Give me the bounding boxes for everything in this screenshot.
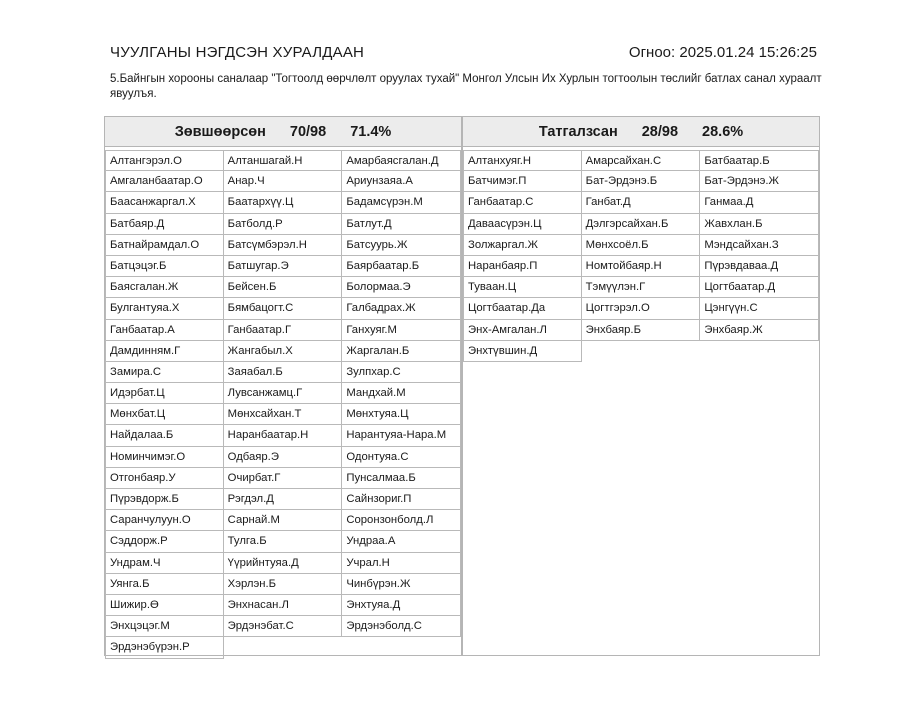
yes-member-name: Рэгдэл.Д xyxy=(224,489,343,510)
no-member-name: Энхбаяр.Ж xyxy=(700,320,819,341)
yes-member-name: Зулпхар.С xyxy=(342,362,461,383)
yes-member-name: Батбаяр.Д xyxy=(105,214,224,235)
yes-member-name: Баасанжаргал.Х xyxy=(105,192,224,213)
session-date: Огноо: 2025.01.24 15:26:25 xyxy=(628,44,817,61)
yes-member-name: Ундраа.А xyxy=(342,531,461,552)
yes-member-name: Амгаланбаатар.О xyxy=(105,171,224,192)
no-member-name: Бат-Эрдэнэ.Ж xyxy=(700,171,819,192)
yes-member-name: Болормаа.Э xyxy=(342,277,461,298)
yes-member-name: Энхцэцэг.М xyxy=(105,616,224,637)
yes-member-name: Мандхай.М xyxy=(342,383,461,404)
yes-percent: 71.4% xyxy=(350,123,392,140)
yes-member-name: Энхтуяа.Д xyxy=(342,595,461,616)
yes-member-name: Жангабыл.Х xyxy=(224,341,343,362)
no-member-name: Пүрэвдаваа.Д xyxy=(700,256,819,277)
yes-member-name: Чинбүрэн.Ж xyxy=(342,574,461,595)
page-title: ЧУУЛГАНЫ НЭГДСЭН ХУРАЛДААН xyxy=(110,44,365,61)
yes-panel xyxy=(104,116,462,656)
no-member-name: Дэлгэрсайхан.Б xyxy=(582,214,701,235)
yes-member-name: Үүрийнтуяа.Д xyxy=(224,553,343,574)
yes-member-name: Эрдэнэбүрэн.Р xyxy=(105,637,224,658)
yes-member-name: Эрдэнэбат.С xyxy=(224,616,343,637)
vote-description: 5.Байнгын хорооны саналаар "Тогтоолд өөрчлөлт оруулах тухай" Монгол Улсын Их Хурлын тогтоолын төслийг батлах санал хураалт явуулъя. xyxy=(110,73,822,100)
no-member-name: Бат-Эрдэнэ.Б xyxy=(582,171,701,192)
yes-member-name: Заяабал.Б xyxy=(224,362,343,383)
yes-label: Зөвшөөрсөн xyxy=(174,123,266,140)
no-member-name: Жавхлан.Б xyxy=(700,214,819,235)
yes-member-name: Уянга.Б xyxy=(105,574,224,595)
yes-member-name: Жаргалан.Б xyxy=(342,341,461,362)
yes-member-name: Замира.С xyxy=(105,362,224,383)
yes-member-name: Саранчулуун.О xyxy=(105,510,224,531)
yes-member-name: Сэддорж.Р xyxy=(105,531,224,552)
yes-member-name: Батлут.Д xyxy=(342,214,461,235)
no-member-name: Даваасүрэн.Ц xyxy=(463,214,582,235)
yes-member-name: Энхнасан.Л xyxy=(224,595,343,616)
no-member-name: Тэмүүлэн.Г xyxy=(582,277,701,298)
yes-member-name: Лувсанжамц.Г xyxy=(224,383,343,404)
yes-member-name: Бейсен.Б xyxy=(224,277,343,298)
yes-member-name: Пүрэвдорж.Б xyxy=(105,489,224,510)
yes-member-name: Одбаяр.Э xyxy=(224,447,343,468)
no-member-name: Золжаргал.Ж xyxy=(463,235,582,256)
no-member-name: Амарсайхан.С xyxy=(582,150,701,171)
no-member-name: Цогтгэрэл.О xyxy=(582,298,701,319)
no-member-name: Энхтүвшин.Д xyxy=(463,341,582,362)
no-member-name: Цэнгүүн.С xyxy=(700,298,819,319)
yes-member-name: Шижир.Ө xyxy=(105,595,224,616)
no-label: Татгалзсан xyxy=(538,123,618,140)
yes-member-name: Учрал.Н xyxy=(342,553,461,574)
yes-member-name: Батболд.Р xyxy=(224,214,343,235)
yes-member-name: Батшугар.Э xyxy=(224,256,343,277)
no-member-name: Ганбат.Д xyxy=(582,192,701,213)
yes-member-name: Сарнай.М xyxy=(224,510,343,531)
yes-member-name: Одонтуяа.С xyxy=(342,447,461,468)
no-member-name: Алтанхуяг.Н xyxy=(463,150,582,171)
yes-member-name: Дамдинням.Г xyxy=(105,341,224,362)
yes-member-name: Идэрбат.Ц xyxy=(105,383,224,404)
yes-member-name: Алтаншагай.Н xyxy=(224,150,343,171)
yes-header xyxy=(105,117,461,147)
no-member-name: Мэндсайхан.З xyxy=(700,235,819,256)
yes-member-name: Сайнзориг.П xyxy=(342,489,461,510)
no-member-name: Энхбаяр.Б xyxy=(582,320,701,341)
no-names-grid xyxy=(463,150,819,362)
yes-member-name: Очирбат.Г xyxy=(224,468,343,489)
no-member-name: Батчимэг.П xyxy=(463,171,582,192)
no-member-name: Энх-Амгалан.Л xyxy=(463,320,582,341)
yes-member-name: Бямбацогт.С xyxy=(224,298,343,319)
yes-member-name: Эрдэнэболд.С xyxy=(342,616,461,637)
yes-member-name: Батсүмбэрэл.Н xyxy=(224,235,343,256)
yes-member-name: Баярбаатар.Б xyxy=(342,256,461,277)
no-count: 28/98 xyxy=(641,123,679,140)
yes-count: 70/98 xyxy=(289,123,327,140)
yes-member-name: Ундрам.Ч xyxy=(105,553,224,574)
yes-member-name: Мөнхсайхан.Т xyxy=(224,404,343,425)
no-percent: 28.6% xyxy=(702,123,744,140)
yes-member-name: Батнайрамдал.О xyxy=(105,235,224,256)
yes-member-name: Ганхуяг.М xyxy=(342,320,461,341)
yes-member-name: Баатархүү.Ц xyxy=(224,192,343,213)
yes-member-name: Хэрлэн.Б xyxy=(224,574,343,595)
no-member-name: Ганмаа.Д xyxy=(700,192,819,213)
yes-member-name: Бадамсүрэн.М xyxy=(342,192,461,213)
yes-member-name: Нарантуяа-Нара.М xyxy=(342,425,461,446)
no-member-name: Туваан.Ц xyxy=(463,277,582,298)
yes-member-name: Галбадрах.Ж xyxy=(342,298,461,319)
yes-member-name: Номинчимэг.О xyxy=(105,447,224,468)
no-header xyxy=(463,117,819,147)
no-member-name: Ганбаатар.С xyxy=(463,192,582,213)
yes-member-name: Алтангэрэл.О xyxy=(105,150,224,171)
no-member-name: Цогтбаатар.Да xyxy=(463,298,582,319)
yes-member-name: Ариунзаяа.А xyxy=(342,171,461,192)
no-member-name: Номтойбаяр.Н xyxy=(582,256,701,277)
yes-member-name: Батцэцэг.Б xyxy=(105,256,224,277)
no-member-name: Мөнхсоёл.Б xyxy=(582,235,701,256)
yes-member-name: Анар.Ч xyxy=(224,171,343,192)
yes-names-grid xyxy=(105,150,461,659)
yes-member-name: Наранбаатар.Н xyxy=(224,425,343,446)
no-member-name: Батбаатар.Б xyxy=(700,150,819,171)
yes-member-name: Булгантуяа.Х xyxy=(105,298,224,319)
yes-member-name: Мөнхтуяа.Ц xyxy=(342,404,461,425)
yes-member-name: Тулга.Б xyxy=(224,531,343,552)
no-panel xyxy=(462,116,820,656)
yes-member-name: Ганбаатар.А xyxy=(105,320,224,341)
yes-member-name: Соронзонболд.Л xyxy=(342,510,461,531)
yes-member-name: Мөнхбат.Ц xyxy=(105,404,224,425)
yes-member-name: Амарбаясгалан.Д xyxy=(342,150,461,171)
yes-member-name: Пунсалмаа.Б xyxy=(342,468,461,489)
no-member-name: Наранбаяр.П xyxy=(463,256,582,277)
no-member-name: Цогтбаатар.Д xyxy=(700,277,819,298)
yes-member-name: Батсуурь.Ж xyxy=(342,235,461,256)
yes-member-name: Ганбаатар.Г xyxy=(224,320,343,341)
yes-member-name: Отгонбаяр.У xyxy=(105,468,224,489)
yes-member-name: Найдалаа.Б xyxy=(105,425,224,446)
yes-member-name: Баясгалан.Ж xyxy=(105,277,224,298)
